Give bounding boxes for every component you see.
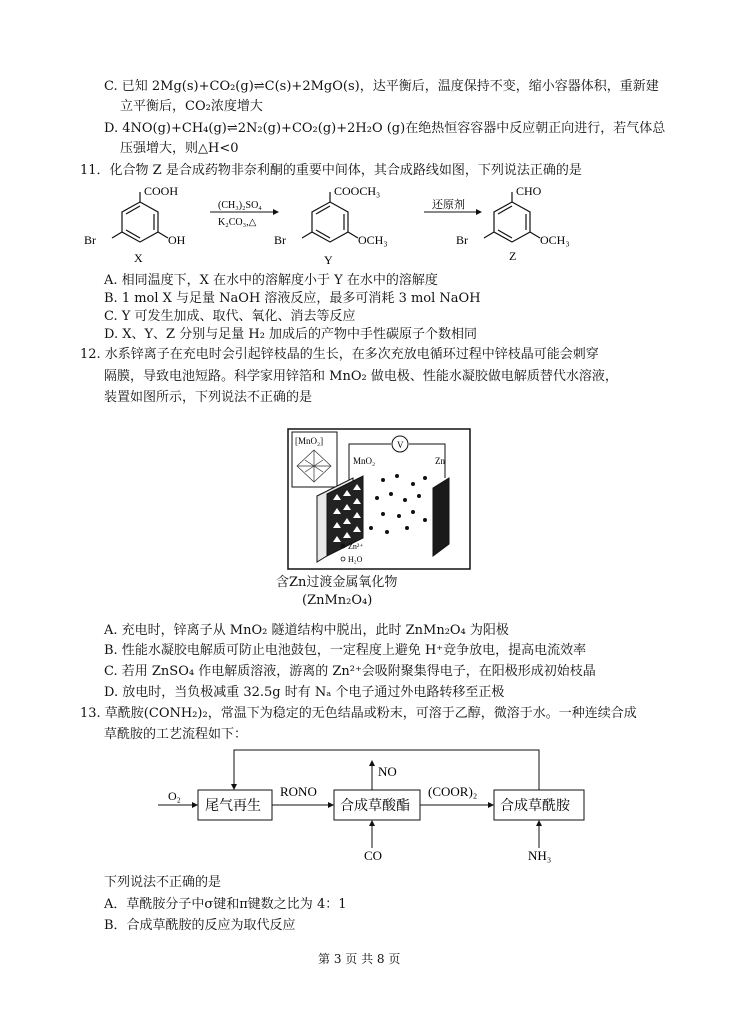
- q12-stem-line2: 隔膜，导致电池短路。科学家用锌箔和 MnO₂ 做电极、性能水凝胶做电解质替代水溶液，: [104, 369, 618, 384]
- flow-rono: RONO: [280, 784, 317, 799]
- flow-no: NO: [378, 764, 397, 779]
- q13-stem-line1: 13. 草酰胺(CONH₂)₂，常温下为稳定的无色结晶或粉末，可溶于乙醇，微溶于水。一种连续合成: [80, 706, 637, 721]
- battery-diagram: [287, 428, 471, 570]
- flow-nh3: NH₃: [528, 848, 552, 863]
- q12-option-b: B. 性能水凝胶电解质可防止电池鼓包，一定程度上避免 H⁺竞争放电，提高电流效率: [104, 643, 587, 658]
- q11-stem: 11．化合物 Z 是合成药物非奈利酮的重要中间体，其合成路线如图，下列说法正确的是: [80, 163, 582, 178]
- q12-option-d: D. 放电时，当负极减重 32.5g 时有 Nₐ 个电子通过外电路转移至正极: [104, 685, 505, 700]
- compound-y-structure: [302, 192, 358, 242]
- q12-stem-line1: 12. 水系锌离子在充电时会引起锌枝晶的生长，在多次充放电循环过程中锌枝晶可能会刺穿: [80, 347, 599, 362]
- x-label: X: [134, 251, 143, 265]
- q11-option-a: A. 相同温度下，X 在水中的溶解度小于 Y 在水中的溶解度: [104, 273, 438, 288]
- z-cho: CHO: [516, 184, 542, 198]
- y-br: Br: [274, 233, 286, 247]
- h2o-legend: H₂O: [348, 555, 363, 564]
- compound-x-structure: [112, 192, 168, 242]
- zn-ion-legend: Zn²⁺: [348, 542, 364, 551]
- process-flow-diagram: [150, 744, 620, 866]
- q12-option-a: A. 充电时，锌离子从 MnO₂ 隧道结构中脱出，此时 ZnMn₂O₄ 为阳极: [104, 623, 509, 638]
- y-och3: OCH₃: [358, 233, 388, 247]
- z-label: Z: [509, 249, 517, 263]
- compound-z-structure: [484, 192, 540, 242]
- x-br: Br: [84, 233, 96, 247]
- q10-option-c-line1: C. 已知 2Mg(s)+CO₂(g)⇌C(s)+2MgO(s)，达平衡后，温度保持不变，缩小容器体积，重新建: [104, 79, 659, 94]
- q13-option-b: B．合成草酰胺的反应为取代反应: [104, 918, 296, 933]
- q11-reaction-scheme: [80, 182, 640, 274]
- q12-option-c: C. 若用 ZnSO₄ 作电解质溶液，游离的 Zn²⁺会吸附聚集得电子，在阳极形成初始枝晶: [104, 664, 596, 679]
- zn-label: Zn: [435, 456, 445, 466]
- mno2-label: MnO₂: [353, 456, 376, 466]
- reagent-1-bottom: K₂CO₃,△: [218, 217, 257, 228]
- q13-prompt: 下列说法不正确的是: [104, 875, 222, 890]
- q11-option-d: D. X、Y、Z 分别与足量 H₂ 加成后的产物中手性碳原子个数相同: [104, 327, 478, 342]
- figure-caption-line1: 含Zn过渡金属氧化物: [276, 575, 398, 590]
- flow-o2: O₂: [168, 789, 181, 803]
- flow-co: CO: [364, 848, 383, 863]
- q13-option-a: A．草酰胺分子中σ键和π键数之比为 4：1: [104, 897, 347, 912]
- flow-box-oxalate-synthesis: 合成草酸酯: [340, 797, 410, 813]
- z-br: Br: [456, 233, 468, 247]
- voltmeter-label: V: [397, 440, 404, 450]
- figure-caption-line2: (ZnMn₂O₄): [302, 593, 373, 608]
- x-oh: OH: [168, 233, 186, 247]
- q10-option-d-line2: 压强增大，则△H<0: [120, 141, 239, 156]
- q11-option-c: C. Y 可发生加成、取代、氧化、消去等反应: [104, 309, 356, 324]
- inset-label: [MnO₂]: [295, 436, 324, 446]
- q11-option-b: B. 1 mol X 与足量 NaOH 溶液反应，最多可消耗 3 mol NaOH: [104, 291, 481, 306]
- flow-box-exhaust-regen: 尾气再生: [205, 797, 261, 813]
- reagent-1-top: (CH₃)₂SO₄: [218, 200, 262, 211]
- y-label: Y: [324, 253, 333, 267]
- flow-coor2: (COOR)₂: [428, 784, 478, 799]
- q10-option-d-line1: D. 4NO(g)+CH₄(g)⇌2N₂(g)+CO₂(g)+2H₂O (g)在绝热恒容容器中反应朝正向进行，若气体总: [104, 121, 666, 136]
- reagent-2: 还原剂: [432, 199, 465, 211]
- q10-option-c-line2: 立平衡后，CO₂浓度增大: [120, 99, 263, 114]
- z-och3: OCH₃: [540, 233, 570, 247]
- flow-box-oxamide-synthesis: 合成草酰胺: [500, 797, 570, 813]
- y-cooch3: COOCH₃: [334, 184, 381, 198]
- page-footer: 第 3 页 共 8 页: [318, 952, 401, 966]
- x-cooh: COOH: [144, 184, 179, 198]
- q12-stem-line3: 装置如图所示，下列说法不正确的是: [104, 390, 313, 405]
- q13-stem-line2: 草酰胺的工艺流程如下：: [104, 727, 248, 742]
